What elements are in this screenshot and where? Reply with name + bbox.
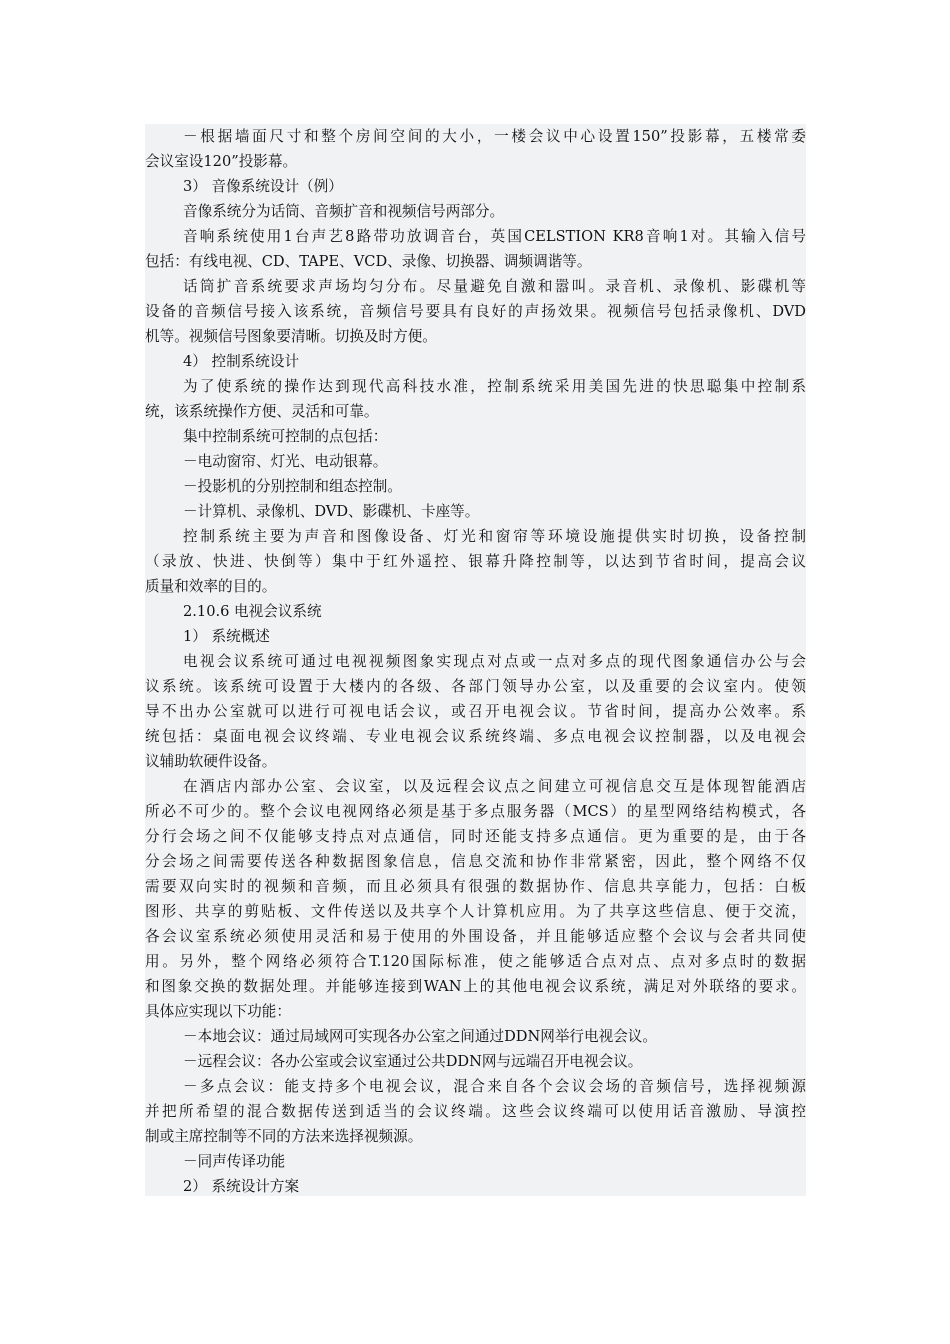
text-line: －电动窗帘、灯光、电动银幕。 xyxy=(183,453,388,470)
text-line: 话筒扩音系统要求声场均匀分布。尽量避免自激和嚣叫。录音机、录像机、影碟机等 xyxy=(183,278,806,295)
text-line: 需要双向实时的视频和音频，而且必须具有很强的数据协作、信息共享能力，包括：白板 xyxy=(145,878,806,895)
text-line: 机等。视频信号图象要清晰。切换及时方便。 xyxy=(145,328,437,345)
text-line: 所必不可少的。整个会议电视网络必须是基于多点服务器（MCS）的星型网络结构模式，各 xyxy=(145,803,806,820)
text-line: 2.10.6 电视会议系统 xyxy=(183,603,322,620)
text-line: 为了使系统的操作达到现代高科技水准，控制系统采用美国先进的快思聪集中控制系 xyxy=(183,378,806,395)
text-line: －远程会议：各办公室或会议室通过公共DDN网与远端召开电视会议。 xyxy=(183,1053,643,1070)
text-line: 包括：有线电视、CD、TAPE、VCD、录像、切换器、调频调谐等。 xyxy=(145,253,592,270)
text-line: －本地会议：通过局域网可实现各办公室之间通过DDN网举行电视会议。 xyxy=(183,1028,657,1045)
text-line: 具体应实现以下功能： xyxy=(145,1003,291,1020)
text-line: 分会场之间需要传送各种数据图象信息，信息交流和协作非常紧密，因此，整个网络不仅 xyxy=(145,853,806,870)
text-line: 质量和效率的目的。 xyxy=(145,578,277,595)
text-line: 导不出办公室就可以进行可视电话会议，或召开电视会议。节省时间，提高办公效率。系 xyxy=(145,703,806,720)
text-line: －投影机的分别控制和组态控制。 xyxy=(183,478,402,495)
text-line: 2） 系统设计方案 xyxy=(183,1178,300,1195)
text-line: 音响系统使用1台声艺8路带功放调音台，英国CELSTION KR8音响1对。其输入信号 xyxy=(183,228,806,245)
text-line: 会议室设120”投影幕。 xyxy=(145,153,298,170)
text-line: －同声传译功能 xyxy=(183,1153,286,1170)
text-line: 电视会议系统可通过电视视频图象实现点对点或一点对多点的现代图象通信办公与会 xyxy=(183,653,806,670)
document-text-block xyxy=(145,124,806,1196)
text-line: 统，该系统操作方便、灵活和可靠。 xyxy=(145,403,379,420)
text-line: 控制系统主要为声音和图像设备、灯光和窗帘等环境设施提供实时切换，设备控制 xyxy=(183,528,806,545)
text-line: 和图象交换的数据处理。并能够连接到WAN上的其他电视会议系统，满足对外联络的要求。 xyxy=(145,978,806,995)
text-line: 音像系统分为话筒、音频扩音和视频信号两部分。 xyxy=(183,203,505,220)
text-line: 统包括：桌面电视会议终端、专业电视会议系统终端、多点电视会议控制器，以及电视会 xyxy=(145,728,806,745)
text-line: 1） 系统概述 xyxy=(183,628,270,645)
text-line: 集中控制系统可控制的点包括： xyxy=(183,428,388,445)
text-line: 设备的音频信号接入该系统，音频信号要具有良好的声扬效果。视频信号包括录像机、DVD xyxy=(145,303,806,320)
text-line: －根据墙面尺寸和整个房间空间的大小，一楼会议中心设置150”投影幕，五楼常委 xyxy=(183,128,806,145)
text-line: 3） 音像系统设计（例） xyxy=(183,178,343,195)
text-line: －多点会议：能支持多个电视会议，混合来自各个会议会场的音频信号，选择视频源 xyxy=(183,1078,806,1095)
text-line: 议辅助软硬件设备。 xyxy=(145,753,277,770)
text-line: 议系统。该系统可设置于大楼内的各级、各部门领导办公室，以及重要的会议室内。使领 xyxy=(145,678,806,695)
text-line: 分行会场之间不仅能够支持点对点通信，同时还能支持多点通信。更为重要的是，由于各 xyxy=(145,828,806,845)
text-line: －计算机、录像机、DVD、影碟机、卡座等。 xyxy=(183,503,480,520)
text-line: （录放、快进、快倒等）集中于红外遥控、银幕升降控制等，以达到节省时间，提高会议 xyxy=(145,553,806,570)
text-line: 图形、共享的剪贴板、文件传送以及共享个人计算机应用。为了共享这些信息、便于交流， xyxy=(145,903,806,920)
text-line: 各会议室系统必须使用灵活和易于使用的外围设备，并且能够适应整个会议与会者共同使 xyxy=(145,928,806,945)
text-line: 并把所希望的混合数据传送到适当的会议终端。这些会议终端可以使用话音激励、导演控 xyxy=(145,1103,806,1120)
text-line: 在酒店内部办公室、会议室，以及远程会议点之间建立可视信息交互是体现智能酒店 xyxy=(183,778,806,795)
text-line: 用。另外，整个网络必须符合T.120国际标准，使之能够适合点对点、点对多点时的数据 xyxy=(145,953,806,970)
text-line: 4） 控制系统设计 xyxy=(183,353,300,370)
text-line: 制或主席控制等不同的方法来选择视频源。 xyxy=(145,1128,423,1145)
